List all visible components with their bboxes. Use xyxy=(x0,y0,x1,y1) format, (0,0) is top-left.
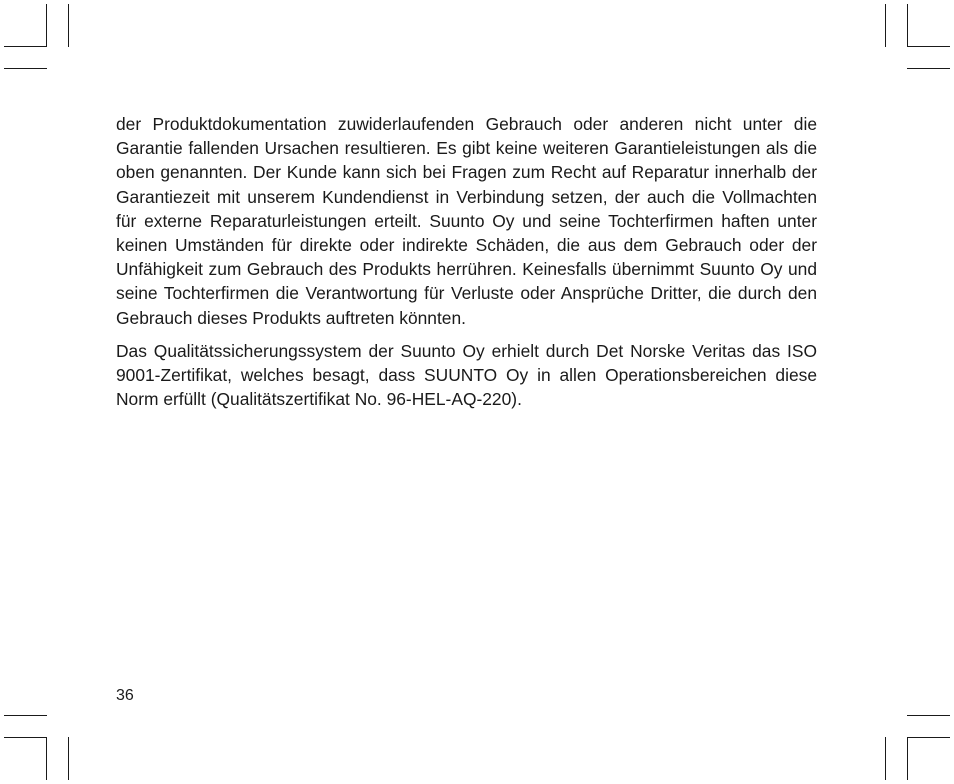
crop-mark xyxy=(885,737,886,780)
crop-mark xyxy=(46,4,47,47)
crop-mark xyxy=(68,737,69,780)
crop-mark xyxy=(907,737,908,780)
crop-mark xyxy=(907,737,950,738)
crop-mark xyxy=(4,68,47,69)
body-text xyxy=(116,112,817,420)
paragraph-quality-certificate: Das Qualitätssicherungssystem der Suunto Oy erhielt durch Det Norske Veritas das ISO 9001-Zertifikat, welches besagt, dass SUUNTO Oy in allen Operationsbereichen diese Norm erfüllt (Qualitätszertifikat No. 96-HEL-AQ-220). xyxy=(116,340,817,410)
crop-mark xyxy=(4,715,47,716)
crop-mark xyxy=(907,715,950,716)
crop-mark xyxy=(907,46,950,47)
crop-mark xyxy=(4,737,47,738)
crop-mark xyxy=(4,46,47,47)
paragraph-warranty: der Produktdokumentation zuwiderlaufenden Gebrauch oder anderen nicht unter die Garantie fallenden Ursachen resultieren. Es gibt keine weiteren Garantieleistungen als die oben genannten. Der Kunde kann sich bei Fragen zum Recht auf Reparatur innerhalb der Garantiezeit mit unserem Kundendienst in Verbindung setzen, der auch die Vollmachten für externe Reparaturleistungen erteilt. Suunto Oy und seine Tochterfirmen haften unter keinen Umständen für direkte oder indirekte Schäden, die aus dem Gebrauch oder der Unfähigkeit zum Gebrauch des Produkts herrühren. Keinesfalls übernimmt Suunto Oy und seine Tochterfirmen die Verantwortung für Verluste oder Ansprüche Dritter, die durch den Gebrauch dieses Produkts auftreten könnten. xyxy=(116,114,817,328)
crop-mark xyxy=(907,4,908,47)
crop-mark xyxy=(46,737,47,780)
page-number: 36 xyxy=(116,687,134,704)
crop-mark xyxy=(885,4,886,47)
crop-mark xyxy=(68,4,69,47)
crop-mark xyxy=(907,68,950,69)
